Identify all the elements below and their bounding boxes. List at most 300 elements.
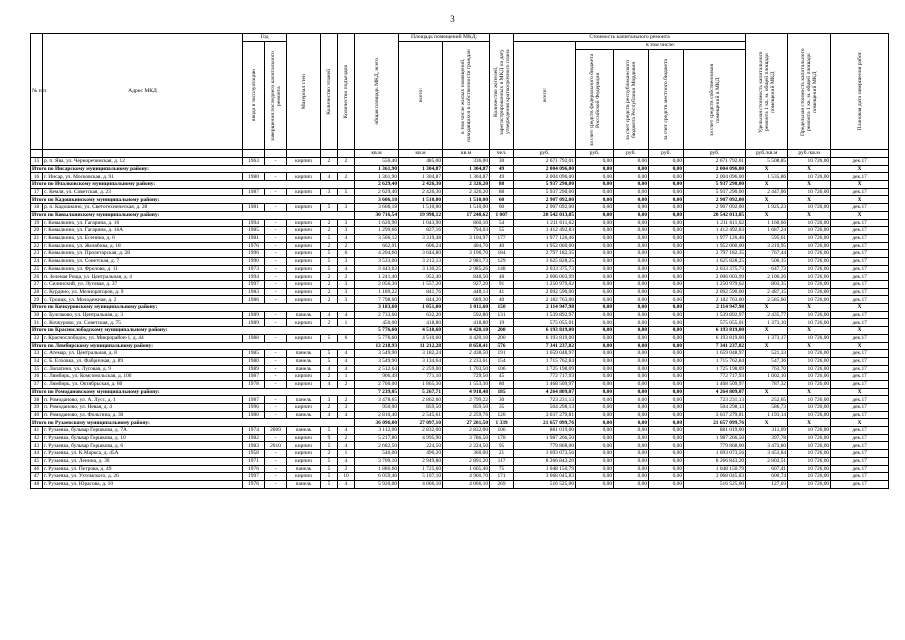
table-cell: 0,00 (614, 181, 649, 189)
table-cell: 10 726,00 (788, 411, 831, 419)
table-row (31, 250, 889, 258)
table-cell: 772 717,93 (684, 373, 746, 381)
table-cell: 5 (338, 188, 355, 196)
table-cell: 2 (321, 227, 338, 235)
table-cell: 3 (321, 188, 338, 196)
table-cell: 0,00 (576, 173, 614, 181)
table-cell: 3 068 045,83 (684, 473, 746, 481)
table-cell: 10 726,00 (788, 227, 831, 235)
table-cell: 75 (490, 465, 514, 473)
table-cell: 767,44 (746, 250, 788, 258)
table-cell: 540,00 (355, 450, 399, 458)
table-cell: 0,00 (614, 388, 649, 396)
table-cell: - (265, 250, 287, 258)
table-cell: 117 (490, 457, 514, 465)
table-cell: 3 644,80 (399, 250, 443, 258)
table-cell: X (746, 388, 788, 396)
table-cell: 575 055,01 (684, 319, 746, 327)
table-cell: 1 241,40 (355, 273, 399, 281)
table-cell: X (831, 304, 889, 312)
table-cell: 1985 (243, 227, 265, 235)
table-cell: 200 (490, 334, 514, 342)
table-cell: г. Краснослободск, ул. Микрорайон-1, д. 44 (43, 334, 243, 342)
table-cell: 1 693 073,56 (684, 450, 746, 458)
table-cell: 10 726,00 (788, 273, 831, 281)
table-cell: 1 725,60 (399, 465, 443, 473)
table-cell: п. Зеленая Роща, ул. Центральная, д. 4 (43, 273, 243, 281)
table-cell: 4 (338, 442, 355, 450)
table-cell: 0,00 (649, 250, 684, 258)
table-cell: 0,00 (649, 427, 684, 435)
table-cell: 1 339 (490, 419, 514, 427)
table-cell: 0,00 (576, 427, 614, 435)
unit-cell: руб. (649, 150, 684, 158)
table-row (31, 158, 889, 166)
table-cell: кирпич (287, 457, 321, 465)
table-cell: 1 (338, 373, 355, 381)
table-cell: 5 (321, 204, 338, 212)
table-cell: г. Рузаевка, бульвар Горшкова, д. 7А (43, 427, 243, 435)
table-cell: 0,00 (576, 257, 614, 265)
table-cell: 4 (321, 311, 338, 319)
table-cell: 1 468 509,97 (684, 380, 746, 388)
table-cell: г. Рузаевка, бульвар Горшкова, д. 10 (43, 434, 243, 442)
table-cell: - (265, 311, 287, 319)
table-cell: 10 726,00 (788, 288, 831, 296)
table-cell: 1 977 126,46 (684, 234, 746, 242)
header-year: Год (243, 34, 287, 42)
table-cell: 771,10 (399, 373, 443, 381)
subtotal-row (31, 419, 889, 427)
table-cell: 0,00 (576, 327, 614, 335)
header-address: Адрес МКД (43, 34, 243, 150)
table-cell: 1971 (243, 457, 265, 465)
table-cell: 32 (31, 334, 43, 342)
table-cell: 1 373,10 (746, 319, 788, 327)
table-cell: п. Ромоданово, ул. Невая, д. 4 (43, 404, 243, 412)
table-cell: панель (287, 411, 321, 419)
table-cell: X (746, 165, 788, 173)
table-cell: 33 (31, 350, 43, 358)
table-cell: 5 (321, 350, 338, 358)
table-cell: 1989 (243, 365, 265, 373)
table-cell: 10 726,00 (788, 380, 831, 388)
table-cell: 2 (321, 288, 338, 296)
subtotal-label: Итого по Ичалковскому муниципальному району: (31, 181, 355, 189)
table-cell: 4 (338, 234, 355, 242)
table-cell: - (265, 319, 287, 327)
table-cell: 0,00 (576, 296, 614, 304)
table-cell: 1 659 048,97 (514, 350, 576, 358)
table-cell: 1 725 198,09 (684, 365, 746, 373)
table-cell: кирпич (287, 296, 321, 304)
table-cell: - (265, 234, 287, 242)
table-cell: - (265, 257, 287, 265)
table-cell: 2 259,00 (399, 365, 443, 373)
table-cell: 40 (490, 296, 514, 304)
unit-cell (31, 150, 43, 158)
table-cell: 1986 (243, 296, 265, 304)
table-cell: 0,00 (614, 257, 649, 265)
table-cell: г. Ковылкино, ул. Гагарина, д. 16А (43, 227, 243, 235)
table-cell: 0,00 (649, 188, 684, 196)
table-cell: 5 (321, 442, 338, 450)
table-cell: 91 (490, 281, 514, 289)
table-cell: 0,00 (649, 365, 684, 373)
table-cell: 0,00 (614, 350, 649, 358)
table-cell: 2 799,22 (443, 396, 490, 404)
table-cell: 2 671 792,01 (684, 158, 746, 166)
table-cell: 0,00 (576, 465, 614, 473)
table-cell: 1996 (243, 250, 265, 258)
table-cell: 0,00 (649, 388, 684, 396)
table-cell: 881 019,00 (514, 427, 576, 435)
table-cell: X (746, 211, 788, 219)
table-cell: 0,00 (614, 281, 649, 289)
table-cell: 4 204,60 (355, 250, 399, 258)
table-cell: дек.17 (831, 380, 889, 388)
unit-cell (831, 150, 889, 158)
table-cell: 2 907 092,00 (684, 196, 746, 204)
table-cell: 3 566,12 (355, 234, 399, 242)
table-cell: 10 726,00 (788, 373, 831, 381)
table-cell: 3 (321, 396, 338, 404)
table-cell: 0,00 (576, 319, 614, 327)
table-row (31, 427, 889, 435)
table-cell: дек.17 (831, 311, 889, 319)
table-cell: кирпич (287, 450, 321, 458)
table-cell: 0,00 (614, 357, 649, 365)
table-cell: 592,80 (443, 311, 490, 319)
table-cell: 2 (338, 273, 355, 281)
table-cell: 34 (31, 357, 43, 365)
table-cell: X (746, 304, 788, 312)
table-cell: 4 264 809,07 (684, 388, 746, 396)
table-cell: 860,10 (443, 219, 490, 227)
table-cell: 881 019,00 (684, 427, 746, 435)
table-cell: 0,00 (614, 196, 649, 204)
table-cell: 927,20 (443, 281, 490, 289)
header-area-group: Площадь помещений МКД: (399, 34, 490, 42)
table-cell: 6 (338, 334, 355, 342)
unit-cell: руб./кв.м (788, 150, 831, 158)
table-cell: 0,00 (614, 450, 649, 458)
table-cell: дек.17 (831, 242, 889, 250)
table-cell: 39 (31, 404, 43, 412)
table-cell: 10 726,00 (788, 158, 831, 166)
header-unit-cost: Удельная стоимость капитального ремонта 1 кв. м. общей площади помещений МКД (757, 50, 776, 133)
table-cell: дек.17 (831, 365, 889, 373)
header-cost-rep: за счет средств республиканского бюджета Республики Мордовия (625, 59, 638, 140)
table-cell: кирпич (287, 242, 321, 250)
table-cell: 1 659 048,97 (684, 350, 746, 358)
table-cell: 191 (490, 350, 514, 358)
table-cell: дек.17 (831, 319, 889, 327)
table-cell: 0,00 (614, 296, 649, 304)
table-cell: 3 533,00 (355, 257, 399, 265)
table-cell: 2 006 003,99 (514, 273, 576, 281)
table-cell: 0,00 (576, 396, 614, 404)
table-cell: 1 977 126,46 (514, 234, 576, 242)
table-cell: 3 709,10 (355, 457, 399, 465)
table-cell: 1983 (243, 288, 265, 296)
table-row (31, 234, 889, 242)
table-cell: 2 326,20 (443, 181, 490, 189)
table-cell: 0,00 (576, 311, 614, 319)
table-cell: 269 (490, 480, 514, 488)
table-cell: 5 776,60 (355, 327, 399, 335)
table-cell: 5 937 290,00 (684, 181, 746, 189)
header-total-area: общая площадь МКД, всего (373, 58, 380, 125)
table-cell: с. Кочкурово, ул. Советская, д. 75 (43, 319, 243, 327)
unit-cell (321, 150, 338, 158)
unit-cell: кв.м (399, 150, 443, 158)
table-cell: 0,00 (649, 319, 684, 327)
table-cell: 2010 (265, 442, 287, 450)
table-cell: 4 (338, 411, 355, 419)
table-cell: кирпич (287, 288, 321, 296)
table-cell: - (265, 173, 287, 181)
table-cell: 0,00 (649, 419, 684, 427)
table-cell: 16 (31, 173, 43, 181)
table-cell: с. Лопатино, ул. Луговая, д. 9 (43, 365, 243, 373)
subtotal-label: Итого по Ромодановскому муниципальному району: (31, 388, 355, 396)
table-cell: 1976 (243, 480, 265, 488)
table-cell: 2 629,40 (355, 188, 399, 196)
table-cell: 178 (490, 434, 514, 442)
table-cell: 7 341 237,82 (684, 342, 746, 350)
table-cell: 779 868,00 (684, 442, 746, 450)
table-cell: 10 726,00 (788, 365, 831, 373)
table-cell: 5 (321, 457, 338, 465)
table-cell: 1 361,90 (355, 173, 399, 181)
table-cell: 0,00 (576, 334, 614, 342)
table-cell: 7 341 237,82 (514, 342, 576, 350)
table-cell: 1 002,10 (746, 373, 788, 381)
table-cell: 4 (321, 173, 338, 181)
table-cell: г. Ковылкино, ул. Гагарина, д. 16 (43, 219, 243, 227)
table-cell: 10 726,00 (788, 311, 831, 319)
table-cell: 336,00 (443, 158, 490, 166)
table-cell: 5 (321, 334, 338, 342)
table-cell: 41 (31, 427, 43, 435)
table-cell: 0,00 (614, 204, 649, 212)
table-cell: 10 (338, 473, 355, 481)
table-cell: 5 267,71 (399, 388, 443, 396)
table-row (31, 257, 889, 265)
table-cell: 3 130,25 (399, 265, 443, 273)
table-cell: 54 (490, 219, 514, 227)
table-cell: 2 (338, 380, 355, 388)
table-cell: 763,70 (746, 365, 788, 373)
table-row (31, 480, 889, 488)
unit-cell: руб. (614, 150, 649, 158)
table-cell: 10 726,00 (788, 442, 831, 450)
table-cell: 10 726,00 (788, 457, 831, 465)
table-cell: 37 (31, 380, 43, 388)
table-cell: 3 037 279,81 (684, 411, 746, 419)
table-cell: 0,00 (649, 473, 684, 481)
table-cell: 10 726,00 (788, 334, 831, 342)
table-body (31, 158, 889, 489)
table-cell: 2 671 792,01 (514, 158, 576, 166)
units-row (31, 150, 889, 158)
header-residents: Количество жителей, зарегистрированных в МКД на дату утверждения краткосрочного плана (492, 48, 511, 135)
table-cell: 27 (31, 281, 43, 289)
table-cell: 950,00 (355, 404, 399, 412)
table-cell: 2 114 947,98 (514, 304, 576, 312)
table-cell: с. Троицк, ул. Молодежная, д. 2 (43, 296, 243, 304)
table-cell: 516 525,00 (684, 480, 746, 488)
table-cell: 1 620,90 (355, 219, 399, 227)
table-cell: 4 960,70 (443, 473, 490, 481)
table-cell: 1 665,40 (443, 465, 490, 473)
table-cell: дек.17 (831, 188, 889, 196)
table-cell: 0,00 (614, 173, 649, 181)
table-cell: 2 810,40 (355, 411, 399, 419)
table-cell: 2 438,50 (443, 350, 490, 358)
table-cell: 2 092 590,00 (684, 288, 746, 296)
table-cell: 1988 (243, 334, 265, 342)
table-cell: 48 (31, 480, 43, 488)
table-cell: п. Ромоданово, ул. А. Лусс, д. 1 (43, 396, 243, 404)
table-cell: 1 304,87 (443, 165, 490, 173)
header-year-overhaul: завершения последнего капитального ремонта (269, 50, 282, 141)
unit-cell (287, 150, 321, 158)
table-cell: 0,00 (614, 227, 649, 235)
table-cell: 0,00 (649, 211, 684, 219)
header-deadline: Плановая дата завершения работ (856, 52, 863, 131)
subtotal-label: Итого по Кадошкинскому муниципальному району: (31, 196, 355, 204)
table-cell: 36 096,00 (355, 419, 399, 427)
table-cell: 906,49 (355, 373, 399, 381)
repair-plan-table (30, 33, 889, 489)
table-cell: 1 250 979,62 (514, 281, 576, 289)
table-cell: 6 193 819,00 (684, 334, 746, 342)
table-cell: 1963 (243, 158, 265, 166)
table-cell: 0,00 (576, 181, 614, 189)
table-cell: 2 092 590,00 (514, 288, 576, 296)
table-cell: дек.17 (831, 158, 889, 166)
unit-cell (243, 150, 265, 158)
table-cell: 3 037 279,81 (514, 411, 576, 419)
table-cell: 600,74 (746, 473, 788, 481)
table-cell: 0,00 (576, 365, 614, 373)
table-cell: 4 (338, 357, 355, 365)
table-cell: 3 549,90 (355, 357, 399, 365)
table-cell: 4 (338, 365, 355, 373)
table-cell: 952,40 (399, 273, 443, 281)
table-cell: 3 786,50 (443, 434, 490, 442)
table-cell: 19 998,12 (399, 211, 443, 219)
table-cell: кирпич (287, 257, 321, 265)
table-cell: дек.17 (831, 465, 889, 473)
table-cell: 0,00 (614, 365, 649, 373)
table-cell: 0,00 (614, 319, 649, 327)
table-cell: дек.17 (831, 250, 889, 258)
table-cell: 632,20 (399, 311, 443, 319)
table-cell: 30 (490, 158, 514, 166)
table-cell: 10 726,00 (788, 480, 831, 488)
table-row (31, 434, 889, 442)
table-cell: дек.17 (831, 396, 889, 404)
table-cell: 10 726,00 (788, 281, 831, 289)
table-cell: 0,00 (614, 311, 649, 319)
table-cell: 0,00 (614, 404, 649, 412)
table-cell: 1 510,00 (443, 204, 490, 212)
table-cell: 41 (490, 288, 514, 296)
table-cell: 0,00 (649, 181, 684, 189)
table-cell: 24 (31, 257, 43, 265)
table-cell: 448,13 (443, 288, 490, 296)
table-cell: г. Ковылкино, ул. Фролова, д. 11 (43, 265, 243, 273)
table-cell: 4 (338, 427, 355, 435)
table-cell: X (746, 327, 788, 335)
table-cell: 1 625 828,25 (514, 257, 576, 265)
table-cell: 0,00 (649, 196, 684, 204)
table-cell: - (265, 288, 287, 296)
table-cell: 0,00 (576, 457, 614, 465)
header-year-commission: ввода в эксплуатацию (250, 69, 257, 122)
table-cell: X (788, 211, 831, 219)
page-number: 3 (450, 14, 455, 24)
table-cell: 1 510,00 (399, 204, 443, 212)
table-cell: X (831, 388, 889, 396)
table-cell: 787,32 (746, 380, 788, 388)
table-cell: 171 (490, 473, 514, 481)
table-cell: 2 733,60 (355, 311, 399, 319)
table-cell: 3 549,90 (355, 350, 399, 358)
table-cell: кирпич (287, 404, 321, 412)
table-cell: кирпич (287, 319, 321, 327)
table-cell: 80 (490, 380, 514, 388)
table-cell: 0,00 (576, 404, 614, 412)
table-cell: 1 693 073,56 (514, 450, 576, 458)
table-cell: 0,00 (614, 327, 649, 335)
table-cell: 859,50 (399, 404, 443, 412)
table-cell: 0,00 (614, 211, 649, 219)
table-cell: 2 832,00 (443, 427, 490, 435)
table-cell: 311,09 (746, 427, 788, 435)
table-cell: 490,20 (399, 450, 443, 458)
table-cell: 8 266 843,20 (684, 457, 746, 465)
table-cell: 2 949,80 (399, 457, 443, 465)
table-cell: 0,00 (614, 288, 649, 296)
table-cell: 0,00 (614, 480, 649, 488)
unit-cell (265, 150, 287, 158)
table-cell: 2 233,61 (443, 357, 490, 365)
table-cell: 127,03 (746, 480, 788, 488)
table-cell: 21 (490, 450, 514, 458)
table-cell: 5 (321, 250, 338, 258)
table-cell: 575 055,01 (514, 319, 576, 327)
table-cell: кирпич (287, 158, 321, 166)
table-cell: 3 478,65 (355, 396, 399, 404)
table-cell: 0,00 (576, 204, 614, 212)
table-cell: 859,50 (443, 404, 490, 412)
table-cell: 0,00 (614, 273, 649, 281)
table-cell: 0,00 (614, 419, 649, 427)
table-cell: 0,00 (649, 304, 684, 312)
table-cell: 0,00 (614, 457, 649, 465)
table-cell: 0,00 (614, 165, 649, 173)
table-row (31, 296, 889, 304)
table-cell: 0,00 (649, 465, 684, 473)
table-cell: 2 981,73 (443, 257, 490, 265)
table-cell: 723 231,13 (684, 396, 746, 404)
table-cell: дек.17 (831, 288, 889, 296)
table-cell: 48 (490, 273, 514, 281)
